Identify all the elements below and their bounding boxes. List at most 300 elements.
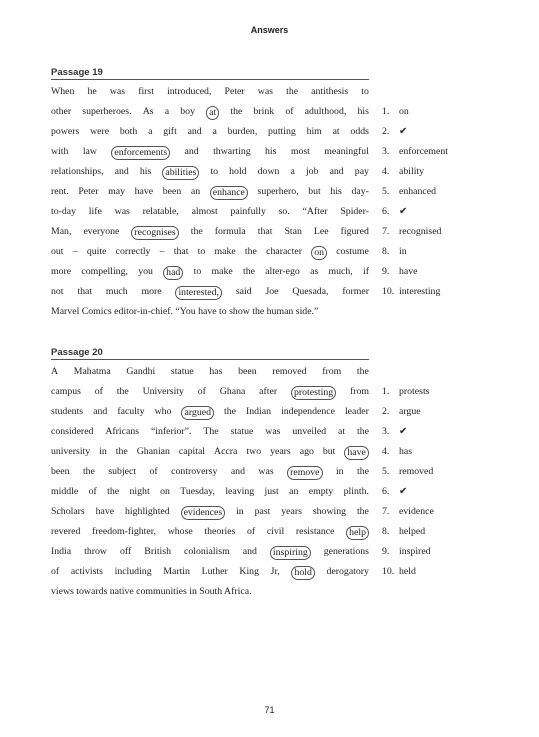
word: you (138, 266, 153, 277)
word: who (154, 406, 172, 417)
word: Africans (105, 426, 140, 437)
word: “After (302, 206, 328, 217)
word: of (94, 386, 103, 397)
circled-error-word: enforcements (111, 146, 170, 160)
word: not (51, 286, 64, 297)
word: to-day (51, 206, 77, 217)
word: – (159, 246, 165, 257)
checkmark-icon: ✔ (399, 126, 408, 137)
word: Peter (78, 186, 99, 197)
word: from (349, 386, 369, 397)
word: that (257, 226, 273, 237)
word: highlighted (125, 506, 170, 517)
word: introduced, (167, 86, 212, 97)
answer-item (382, 406, 421, 418)
word: the (357, 466, 369, 477)
word: Luther (201, 566, 228, 577)
word: almost (191, 206, 218, 217)
word: was (257, 86, 273, 97)
word: said (235, 286, 252, 297)
word: The (203, 426, 219, 437)
word: Gandhi (126, 366, 156, 377)
word: of (88, 486, 97, 497)
word: been (51, 466, 70, 477)
text-line (51, 586, 369, 598)
word: a (290, 166, 295, 177)
answer-text: ability (399, 166, 425, 177)
word: after (259, 386, 278, 397)
answer-text: have (399, 266, 418, 277)
answer-number: 9. (382, 266, 390, 277)
word: middle (51, 486, 79, 497)
word: derogatory (326, 566, 369, 577)
word: figured (340, 226, 369, 237)
word: and (93, 406, 108, 417)
word: but (308, 186, 321, 197)
passage-title: Passage 19 (51, 67, 103, 78)
answer-text: enforcement (399, 146, 448, 157)
answer-item (382, 466, 433, 478)
answer-number: 1. (382, 106, 390, 117)
answer-number: 5. (382, 466, 390, 477)
word: the (107, 486, 120, 497)
word: Indian (246, 406, 272, 417)
word: university (51, 446, 91, 457)
page-number: 71 (264, 705, 275, 715)
word: the (224, 406, 236, 417)
word: more (51, 266, 72, 277)
word: plinth. (343, 486, 369, 497)
circled-error-word: evidences (181, 506, 226, 520)
word: correctly (115, 246, 151, 257)
answer-item (382, 226, 441, 238)
word: Peter (224, 86, 245, 97)
word: Ghanian (136, 446, 170, 457)
word: to (210, 166, 219, 177)
word: statue (230, 426, 254, 437)
circled-error-word: argued (181, 406, 213, 420)
word: India (51, 546, 72, 557)
answer-item (382, 546, 431, 558)
word: but (322, 446, 336, 457)
word: throw (84, 546, 108, 557)
text-line (51, 426, 369, 438)
word: meaningful (324, 146, 369, 157)
word: relationships, (51, 166, 104, 177)
word: showing (312, 506, 347, 517)
word: the (115, 446, 128, 457)
answer-text: interesting (399, 286, 441, 297)
word: down (257, 166, 280, 177)
word: a (164, 106, 170, 117)
word: law (82, 146, 97, 157)
word: was (114, 206, 130, 217)
answer-text: recognised (399, 226, 442, 237)
word: years (281, 506, 302, 517)
word: been (162, 186, 182, 197)
word: “inferior”. (150, 426, 192, 437)
word: Jr, (270, 566, 280, 577)
word: of (149, 466, 158, 477)
word: ago (299, 446, 314, 457)
word: powers (51, 126, 80, 137)
text-line (51, 466, 369, 480)
answer-item (382, 426, 407, 438)
checkmark-icon: ✔ (399, 426, 408, 437)
passage-title: Passage 20 (51, 347, 103, 358)
word: A (51, 366, 59, 377)
answer-text: inspired (399, 546, 431, 557)
word: have (134, 186, 154, 197)
word: in (236, 506, 244, 517)
word: make (211, 266, 233, 277)
word: statue (170, 366, 194, 377)
word: University (142, 386, 184, 397)
word: to (193, 266, 202, 277)
answer-number: 5. (382, 186, 390, 197)
word: of (247, 526, 256, 537)
word: views towards native communities in South Africa. (51, 586, 252, 597)
word: an (289, 486, 299, 497)
word: controversy (171, 466, 218, 477)
word: capital (178, 446, 206, 457)
word: whose (167, 526, 193, 537)
circled-error-word: remove (287, 466, 322, 480)
answer-item (382, 446, 412, 458)
word: quite (86, 246, 107, 257)
answer-item (382, 486, 407, 498)
answer-item (382, 106, 409, 118)
text-line (51, 146, 369, 160)
word: the (356, 506, 369, 517)
word: may (108, 186, 125, 197)
word: at (338, 426, 346, 437)
text-line (51, 546, 369, 560)
text-line (51, 386, 369, 400)
circled-error-word: have (344, 446, 369, 460)
answer-number: 2. (382, 406, 390, 417)
answer-text: enhanced (399, 186, 436, 197)
answer-number: 8. (382, 246, 390, 257)
word: theories (204, 526, 236, 537)
word: removed (272, 366, 307, 377)
answer-item (382, 566, 416, 578)
answer-number: 3. (382, 426, 390, 437)
word: superheroes. (82, 106, 132, 117)
checkmark-icon: ✔ (399, 486, 408, 497)
word: adulthood, (304, 106, 347, 117)
word: leader (344, 406, 369, 417)
word: make (214, 246, 236, 257)
word: freedom-fighter, (92, 526, 157, 537)
word: putting (268, 126, 296, 137)
word: the (230, 106, 243, 117)
word: the (190, 226, 203, 237)
circled-error-word: interested, (175, 286, 222, 300)
word: his (330, 186, 342, 197)
word: were (90, 126, 110, 137)
circled-error-word: on (311, 246, 327, 260)
word: life (88, 206, 102, 217)
text-line (51, 406, 369, 420)
word: everyone (83, 226, 120, 237)
word: Stan (284, 226, 302, 237)
word: revered (51, 526, 81, 537)
answer-item (382, 206, 407, 218)
word: him (306, 126, 322, 137)
text-line (51, 166, 369, 180)
word: other (51, 106, 72, 117)
answer-text: argue (399, 406, 421, 417)
answer-number: 3. (382, 146, 390, 157)
text-line (51, 86, 369, 98)
word: the (356, 366, 369, 377)
word: thwarting (213, 146, 251, 157)
word: rent. (51, 186, 69, 197)
circled-error-word: hold (291, 566, 314, 580)
word: with (51, 146, 69, 157)
word: the (242, 266, 255, 277)
word: to (197, 246, 206, 257)
word: Scholars (51, 506, 85, 517)
word: and (187, 126, 202, 137)
answer-number: 2. (382, 126, 390, 137)
answer-item (382, 126, 407, 138)
word: Tuesday, (180, 486, 215, 497)
word: off (120, 546, 132, 557)
word: including (114, 566, 152, 577)
word: he (87, 86, 97, 97)
word: empty (308, 486, 334, 497)
answer-number: 9. (382, 546, 390, 557)
word: and (230, 466, 245, 477)
word: his (139, 166, 152, 177)
word: superhero, (257, 186, 299, 197)
answer-text: has (399, 446, 413, 457)
word: subject (108, 466, 137, 477)
word: hold (229, 166, 247, 177)
answer-number: 7. (382, 506, 390, 517)
answer-item (382, 286, 440, 298)
word: faculty (117, 406, 145, 417)
title-divider (51, 79, 369, 80)
word: more (141, 286, 162, 297)
page-header: Answers (250, 25, 289, 35)
word: unveiled (292, 426, 327, 437)
word: in (99, 446, 107, 457)
text-line (51, 526, 369, 540)
word: past (254, 506, 271, 517)
text-line (51, 506, 369, 520)
word: from (322, 366, 342, 377)
answer-text: evidence (399, 506, 434, 517)
word: if (363, 266, 369, 277)
word: been (238, 366, 257, 377)
word: was (109, 86, 126, 97)
text-line (51, 446, 369, 460)
word: much, (328, 266, 353, 277)
text-line (51, 306, 369, 318)
word: Joe (265, 286, 279, 297)
word: as (310, 266, 319, 277)
answer-number: 10. (382, 566, 395, 577)
circled-error-word: help (346, 526, 369, 540)
answer-text: held (399, 566, 416, 577)
circled-error-word: at (206, 106, 219, 120)
word: and (184, 146, 199, 157)
text-line (51, 206, 369, 218)
word: Martin (163, 566, 190, 577)
word: the (356, 426, 369, 437)
word: resistance (295, 526, 335, 537)
text-line (51, 126, 369, 138)
word: campus (51, 386, 81, 397)
answer-item (382, 146, 448, 158)
word: burden, (227, 126, 258, 137)
word: Quesada, (292, 286, 329, 297)
answer-text: in (399, 246, 407, 257)
word: British (144, 546, 171, 557)
answer-item (382, 246, 407, 258)
circled-error-word: protesting (291, 386, 336, 400)
word: the (82, 466, 95, 477)
circled-error-word: had (163, 266, 183, 280)
word: his (357, 106, 369, 117)
word: his (265, 146, 277, 157)
word: independence (281, 406, 335, 417)
word: a (148, 126, 153, 137)
text-line (51, 566, 369, 580)
word: of (51, 566, 60, 577)
answer-number: 8. (382, 526, 390, 537)
word: odds (350, 126, 369, 137)
text-line (51, 226, 369, 240)
word: Marvel Comics editor-in-chief. “You have to show the human side.” (51, 306, 319, 317)
word: has (209, 366, 223, 377)
word: painfully (230, 206, 266, 217)
circled-error-word: enhance (210, 186, 248, 200)
word: brink (253, 106, 275, 117)
word: so. (278, 206, 290, 217)
word: When (51, 86, 75, 97)
word: have (95, 506, 115, 517)
word: an (190, 186, 201, 197)
word: activists (70, 566, 103, 577)
answer-number: 1. (382, 386, 390, 397)
word: in (335, 466, 344, 477)
title-divider (51, 359, 369, 360)
word: Mahatma (73, 366, 111, 377)
text-line (51, 366, 369, 378)
word: pay (354, 166, 369, 177)
text-line (51, 106, 369, 120)
word: first (138, 86, 154, 97)
word: formula (214, 226, 246, 237)
checkmark-icon: ✔ (399, 206, 408, 217)
word: out (51, 246, 64, 257)
word: civil (266, 526, 285, 537)
word: Accra (214, 446, 238, 457)
text-line (51, 186, 369, 200)
answer-item (382, 166, 424, 178)
word: years (270, 446, 291, 457)
answer-number: 6. (382, 206, 390, 217)
word: that (173, 246, 189, 257)
word: of (285, 106, 294, 117)
word: and (114, 166, 129, 177)
word: Man, (51, 226, 72, 237)
word: day- (351, 186, 369, 197)
word: Spider- (340, 206, 369, 217)
text-line (51, 246, 369, 260)
word: the (286, 86, 299, 97)
circled-error-word: recognises (131, 226, 178, 240)
word: antithesis (311, 86, 349, 97)
word: alter-ego (265, 266, 300, 277)
answer-text: protests (399, 386, 430, 397)
text-line (51, 266, 369, 280)
answer-number: 4. (382, 166, 390, 177)
answer-item (382, 186, 436, 198)
word: both (119, 126, 138, 137)
word: generations (323, 546, 369, 557)
word: Ghana (219, 386, 246, 397)
answer-item (382, 506, 434, 518)
word: was (265, 426, 281, 437)
word: the (116, 386, 129, 397)
word: character (266, 246, 302, 257)
answer-item (382, 386, 429, 398)
word: leaving (225, 486, 255, 497)
word: and (329, 166, 344, 177)
word: night (129, 486, 150, 497)
word: and (242, 546, 257, 557)
word: colonialism (184, 546, 230, 557)
word: of (197, 386, 206, 397)
word: to (361, 86, 369, 97)
word: students (51, 406, 84, 417)
word: two (246, 446, 262, 457)
word: was (258, 466, 274, 477)
answer-number: 6. (382, 486, 390, 497)
word: Lee (313, 226, 329, 237)
circled-error-word: inspiring (270, 546, 311, 560)
answer-number: 10. (382, 286, 395, 297)
word: considered (51, 426, 94, 437)
word: the (244, 246, 257, 257)
word: gift (163, 126, 177, 137)
word: on (160, 486, 170, 497)
answer-text: removed (399, 466, 434, 477)
word: job (305, 166, 319, 177)
word: a (212, 126, 217, 137)
word: King (239, 566, 259, 577)
word: most (290, 146, 310, 157)
word: former (342, 286, 369, 297)
word: boy (180, 106, 195, 117)
answer-number: 4. (382, 446, 390, 457)
word: at (332, 126, 340, 137)
word: costume (336, 246, 369, 257)
text-line (51, 286, 369, 300)
word: compelling, (81, 266, 128, 277)
word: As (142, 106, 154, 117)
answer-item (382, 266, 418, 278)
text-line (51, 486, 369, 498)
circled-error-word: abilities (162, 166, 199, 180)
word: just (264, 486, 279, 497)
word: relatable, (142, 206, 179, 217)
